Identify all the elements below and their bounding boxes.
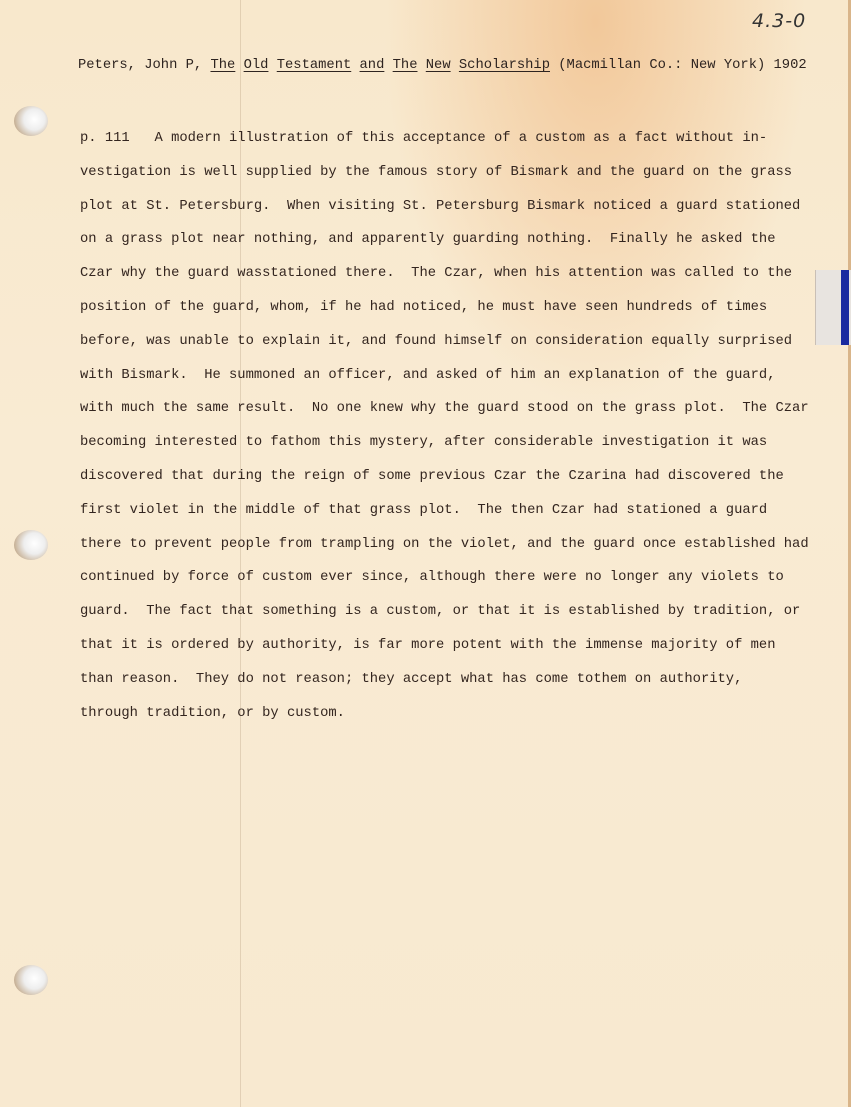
title-word: Scholarship	[458, 58, 550, 73]
text-line: Czar why the guard wasstationed there. The Czar, when his attention was called to the	[80, 266, 793, 282]
title-word: and	[359, 58, 385, 73]
text-line: discovered that during the reign of some previous Czar the Czarina had discovered the	[80, 468, 784, 484]
title-word: Old	[243, 58, 269, 73]
punch-hole-top	[14, 106, 48, 136]
punch-hole-bottom	[14, 965, 48, 995]
citation-publisher: (Macmillan Co.: New York) 1902	[558, 58, 807, 73]
citation-author: Peters, John P,	[78, 58, 203, 73]
body-text	[80, 122, 825, 730]
text-line: p. 111 A modern illustration of this acceptance of a custom as a fact without in-	[80, 131, 768, 146]
text-line: on a grass plot near nothing, and apparently guarding nothing. Finally he asked the	[80, 232, 776, 248]
text-line: vestigation is well supplied by the famous story of Bismark and the guard on the grass	[80, 164, 793, 180]
text-line: with Bismark. He summoned an officer, and asked of him an explanation of the guard,	[80, 367, 776, 383]
text-line: plot at St. Petersburg. When visiting St. Petersburg Bismark noticed a guard stationed	[80, 198, 801, 214]
citation	[78, 58, 807, 73]
punch-hole-middle	[14, 530, 48, 560]
text-line: before, was unable to explain it, and found himself on consideration equally surprised	[80, 333, 793, 349]
title-word: Testament	[276, 58, 352, 73]
text-line: that it is ordered by authority, is far more potent with the immense majority of men	[80, 637, 776, 653]
title-word: The	[210, 58, 236, 73]
text-line: than reason. They do not reason; they accept what has come tothem on authority,	[80, 671, 743, 687]
text-line: continued by force of custom ever since, although there were no longer any violets to	[80, 570, 784, 586]
text-line: with much the same result. No one knew why the guard stood on the grass plot. The Czar	[80, 401, 809, 417]
text-line: position of the guard, whom, if he had noticed, he must have seen hundreds of times	[80, 299, 768, 315]
text-line: through tradition, or by custom.	[80, 705, 345, 721]
text-line: becoming interested to fathom this mystery, after considerable investigation it was	[80, 435, 768, 451]
text-line: first violet in the middle of that grass plot. The then Czar had stationed a guard	[80, 502, 768, 518]
title-word: New	[425, 58, 451, 73]
text-line: guard. The fact that something is a custom, or that it is established by tradition, or	[80, 604, 801, 620]
handwritten-note: 4.3-0	[752, 10, 807, 32]
index-tab-stripe	[841, 270, 849, 345]
text-line: there to prevent people from trampling on the violet, and the guard once established had	[80, 536, 809, 552]
title-word: The	[392, 58, 418, 73]
